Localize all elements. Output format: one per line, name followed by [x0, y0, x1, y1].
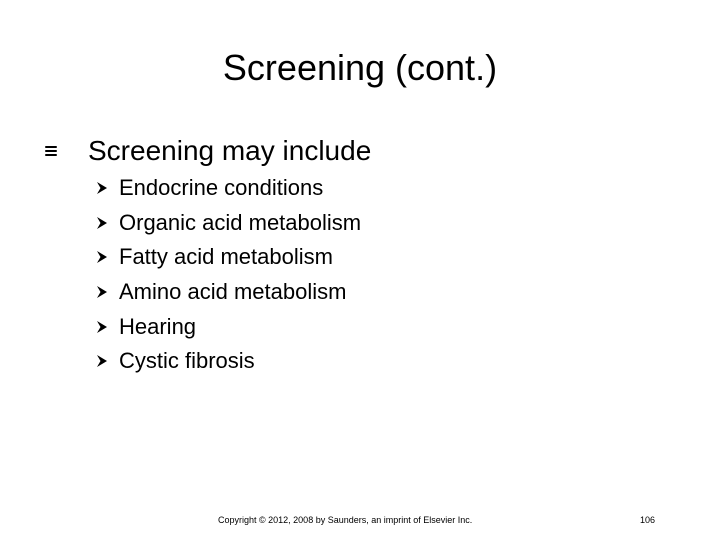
sub-bullet-item: [96, 309, 361, 344]
arrow-bullet-icon: [96, 354, 108, 368]
sub-bullet-list: [96, 171, 361, 379]
arrow-bullet-icon: [96, 250, 108, 264]
page-number: 106: [640, 515, 656, 525]
sub-bullet-item: [96, 171, 361, 206]
hamburger-bullet-icon: [44, 144, 58, 158]
sub-bullet-text: Hearing: [119, 313, 197, 339]
arrow-bullet-icon: [96, 320, 108, 334]
sub-bullet-item: [96, 344, 361, 379]
sub-bullet-text: Cystic fibrosis: [119, 348, 255, 374]
sub-bullet-item: [96, 240, 361, 275]
arrow-bullet-icon: [96, 285, 108, 299]
sub-bullet-text: Organic acid metabolism: [119, 209, 362, 235]
copyright-footer: Copyright © 2012, 2008 by Saunders, an imprint of Elsevier Inc.: [218, 515, 473, 525]
sub-bullet-item: [96, 275, 361, 310]
main-bullet-text: Screening may include: [88, 135, 372, 166]
arrow-bullet-icon: [96, 216, 108, 230]
sub-bullet-text: Endocrine conditions: [119, 175, 324, 201]
sub-bullet-text: Fatty acid metabolism: [119, 244, 333, 270]
sub-bullet-text: Amino acid metabolism: [119, 279, 347, 305]
main-bullet: [44, 134, 371, 168]
slide-title: Screening (cont.): [222, 47, 498, 88]
sub-bullet-item: [96, 206, 361, 241]
arrow-bullet-icon: [96, 181, 108, 195]
